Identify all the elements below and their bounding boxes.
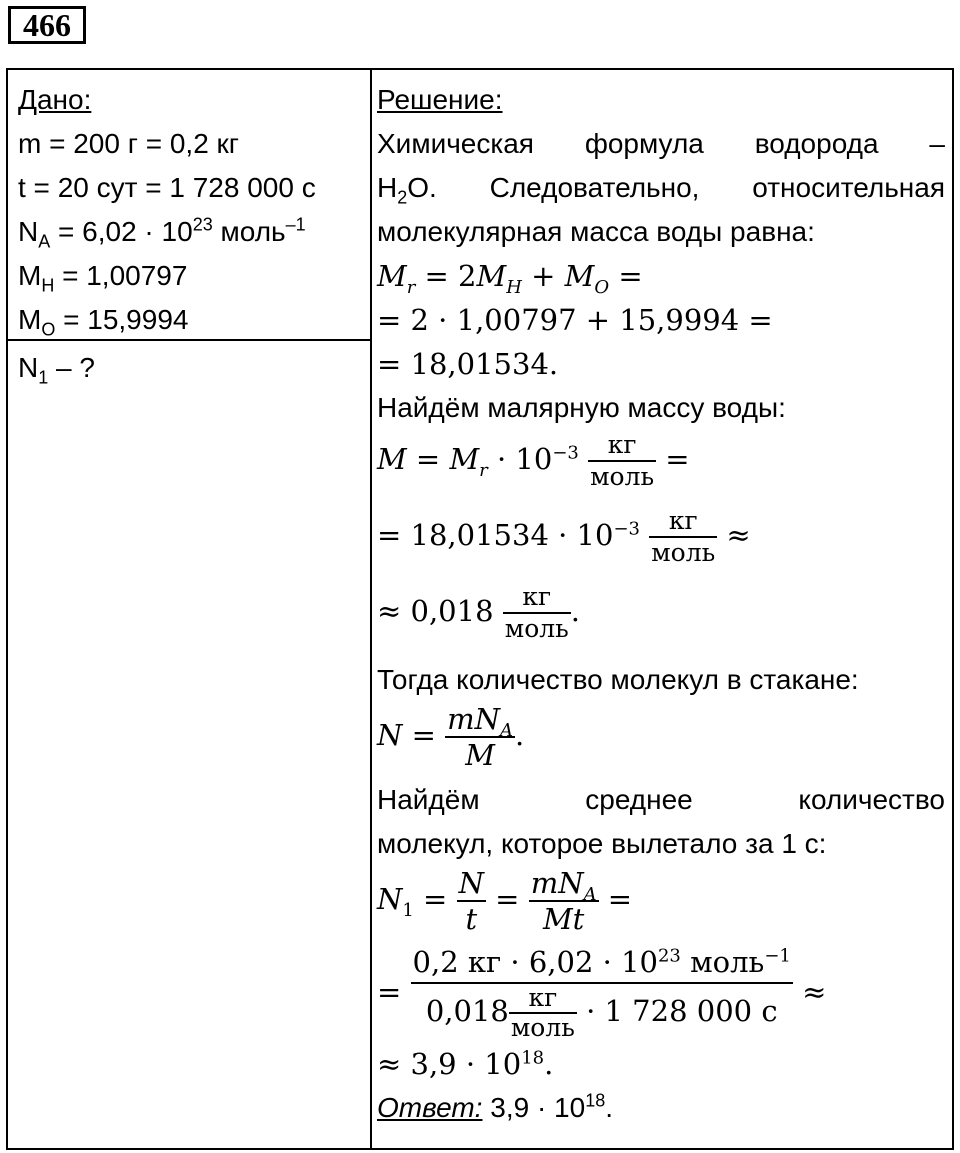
na-exponent: 23 xyxy=(192,214,213,235)
solution-text-2 xyxy=(377,166,945,210)
unit-numerator: кг xyxy=(607,430,637,459)
find-question: – ? xyxy=(48,352,95,383)
solution-section xyxy=(377,78,945,1130)
mh-value: = 1,00797 xyxy=(54,260,188,291)
unit-fraction-2 xyxy=(649,506,717,568)
formula-molar-value: = $18,01534 \cdot 10^{-3}$ $\frac{кг}{\text{моль}}$ ≈ xyxy=(377,506,751,567)
result-exponent: 18 xyxy=(521,1047,545,1069)
given-avogadro xyxy=(18,210,363,254)
mo-value: = 15,9994 xyxy=(55,304,189,335)
water-h: H xyxy=(377,172,398,203)
solution-table xyxy=(6,68,954,1150)
unit-numerator-2: кг xyxy=(668,506,698,535)
formula-molar-result: ≈ 0,018 $\frac{кг}{\text{моль}}$ . xyxy=(377,582,580,643)
formula-n1: $N_1$ = $\frac{N}{t}$ = $\frac{mN_A}{Mt}$ = xyxy=(377,866,633,936)
na-value: = 6,02 · 10 xyxy=(50,216,193,247)
result-value: ≈ 3,9 · 10 xyxy=(377,1047,522,1081)
given-section xyxy=(18,78,363,342)
n-fraction: $\frac{mN_A}{M}$ xyxy=(447,702,513,772)
molar-value: = 18,01534 · 10 xyxy=(377,518,614,552)
column-divider xyxy=(370,70,372,1148)
mh-symbol: M xyxy=(18,260,42,291)
big-fraction xyxy=(411,942,793,1042)
problem-number: 466 xyxy=(8,6,86,44)
formula-n1-values: = 0,2 кг · $6,02 \cdot 10^{23}$ моль$^{-1}$ 0,018 $\frac{кг}{\text{моль}}$ · 1 728 000 с ≈ xyxy=(377,942,945,1042)
solution-text-1: Химическая формула водорода – xyxy=(377,128,945,159)
unit-fraction xyxy=(588,430,656,492)
mna-over-mt: $\frac{mN_A}{Mt}$ xyxy=(530,866,597,936)
find-n1 xyxy=(18,346,363,390)
solution-text-count: Тогда количество молекул в стакане: xyxy=(377,664,859,695)
given-time: t = 20 сут = 1 728 000 с xyxy=(18,172,316,203)
find-section xyxy=(18,346,363,390)
unit-denominator-2: моль xyxy=(651,538,716,567)
given-mh xyxy=(18,254,363,298)
mh-subscript: H xyxy=(41,275,55,296)
na-symbol: N xyxy=(18,216,39,247)
mo-subscript: O xyxy=(41,319,56,340)
find-symbol: N xyxy=(18,352,39,383)
answer-value: 3,9 · 10 xyxy=(482,1092,586,1123)
solution-header: Решение: xyxy=(377,84,503,115)
formula-mr-values: = 2 · 1,00797 + 15,9994 = xyxy=(377,303,773,337)
find-subscript: 1 xyxy=(38,367,49,388)
formula-n1-result: ≈ $3,9 \cdot 10^{18}$. xyxy=(377,1047,554,1081)
formula-mr: $M_r = 2M_H + M_O$ = xyxy=(377,259,643,298)
formula-n: N = $\frac{mN_A}{M}$ . xyxy=(377,702,525,772)
big-denominator: 0,018 $\frac{кг}{\text{моль}}$ · 1 728 000 с xyxy=(411,982,793,1042)
given-mo xyxy=(18,298,363,342)
mo-symbol: M xyxy=(18,304,42,335)
given-header: Дано: xyxy=(18,84,92,115)
molar-result: ≈ 0,018 xyxy=(377,594,494,628)
answer-label: Ответ: xyxy=(377,1092,483,1123)
na-unit-exponent: –1 xyxy=(285,214,306,235)
answer: Ответ: $3,9 \cdot 10^{18}$. xyxy=(377,1090,614,1123)
n-over-t: $\frac{N}{t}$ xyxy=(458,866,484,936)
na-subscript: A xyxy=(38,231,51,252)
solution-text-avg-2: молекул, которое вылетало за 1 с: xyxy=(377,828,827,859)
solution-text-2-rest: O. Следовательно, относительная xyxy=(407,172,945,203)
formula-mr-result: = 18,01534. xyxy=(377,347,559,381)
solution-text-3: молекулярная масса воды равна: xyxy=(377,216,815,247)
unit-denominator-3: моль xyxy=(504,614,569,643)
water-subscript: 2 xyxy=(397,187,408,208)
solution-text-avg-1: Найдём среднее количество xyxy=(377,784,945,815)
solution-text-molar: Найдём малярную массу воды: xyxy=(377,392,786,423)
answer-exponent: 18 xyxy=(585,1090,606,1111)
big-numerator: 0,2 кг · $6,02 \cdot 10^{23}$ моль$^{-1}$ xyxy=(412,945,791,979)
given-mass: m = 200 г = 0,2 кг xyxy=(18,128,240,159)
na-unit: моль xyxy=(212,216,286,247)
unit-fraction-3 xyxy=(503,582,571,644)
unit-numerator-3: кг xyxy=(522,582,552,611)
formula-molar: $M = M_r \cdot 10^{-3}$ $\frac{кг}{\text{моль}}$ = xyxy=(377,430,690,491)
unit-denominator: моль xyxy=(590,462,655,491)
